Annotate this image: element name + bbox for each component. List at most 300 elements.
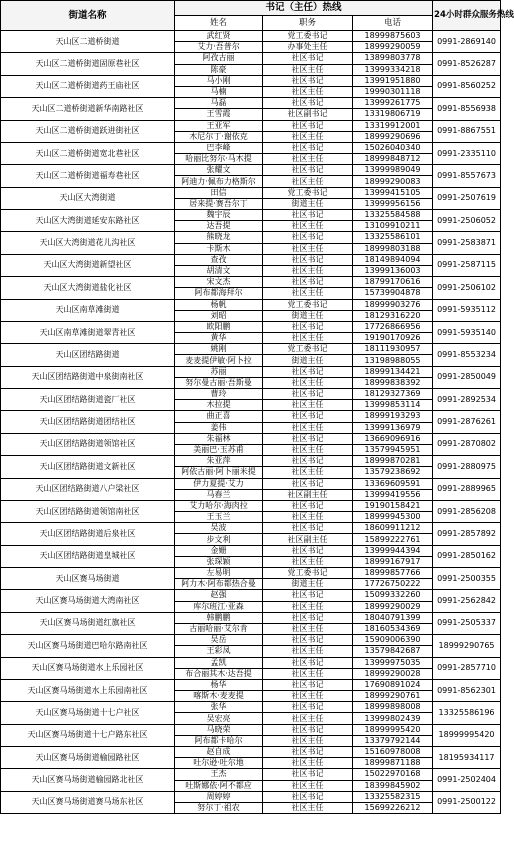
role-cell: 社区主任 <box>263 265 353 276</box>
phone-cell: 13579945951 <box>353 444 433 455</box>
table-row <box>1 478 501 489</box>
street-name-cell: 天山区赛马场街道水上乐园南社区 <box>1 679 175 701</box>
name-cell: 张华 <box>175 702 263 713</box>
table-row <box>1 612 501 623</box>
role-cell: 社区书记 <box>263 456 353 467</box>
role-cell: 社区书记 <box>263 769 353 780</box>
role-cell: 社区书记 <box>263 635 353 646</box>
role-cell: 社区书记 <box>263 702 353 713</box>
service-hotline-cell: 0991-8553234 <box>433 344 501 366</box>
name-cell: 库尔班江·亚森 <box>175 601 263 612</box>
role-cell: 党工委书记 <box>263 187 353 198</box>
service-hotline-cell: 0991-2505337 <box>433 612 501 634</box>
name-cell: 刘昭 <box>175 310 263 321</box>
phone-cell: 18160534369 <box>353 623 433 634</box>
name-cell: 阿布都卡哈尔 <box>175 735 263 746</box>
phone-cell: 13999989049 <box>353 165 433 176</box>
phone-cell: 18040791399 <box>353 612 433 623</box>
street-name-cell: 天山区团结路街道后泉社区 <box>1 523 175 545</box>
service-hotline-cell: 0991-8867551 <box>433 120 501 142</box>
role-cell: 社区书记 <box>263 590 353 601</box>
phone-cell: 18999803188 <box>353 243 433 254</box>
phone-cell: 15099332260 <box>353 590 433 601</box>
table-row <box>1 702 501 713</box>
phone-cell: 18999848712 <box>353 154 433 165</box>
phone-cell: 18999290083 <box>353 176 433 187</box>
phone-cell: 13109910211 <box>353 221 433 232</box>
role-cell: 党工委书记 <box>263 344 353 355</box>
role-cell: 社区书记 <box>263 120 353 131</box>
phone-cell: 13325582315 <box>353 791 433 802</box>
name-cell: 王亚军 <box>175 120 263 131</box>
service-hotline-cell: 13325586196 <box>433 702 501 724</box>
table-row <box>1 590 501 601</box>
name-cell: 姚刚 <box>175 344 263 355</box>
role-cell: 社区书记 <box>263 366 353 377</box>
role-cell: 社区主任 <box>263 243 353 254</box>
table-row <box>1 635 501 646</box>
table-row <box>1 120 501 131</box>
name-cell: 达吾提 <box>175 221 263 232</box>
role-cell: 社区主任 <box>263 221 353 232</box>
role-cell: 社区书记 <box>263 433 353 444</box>
street-name-cell: 天山区大湾街道延安东路社区 <box>1 210 175 232</box>
service-hotline-cell: 0991-2507619 <box>433 187 501 209</box>
table-row <box>1 210 501 221</box>
phone-cell: 18799170616 <box>353 277 433 288</box>
phone-cell: 13991951880 <box>353 75 433 86</box>
phone-cell: 19990301118 <box>353 86 433 97</box>
phone-cell: 13579238692 <box>353 467 433 478</box>
name-cell: 马磊 <box>175 98 263 109</box>
service-hotline-cell: 0991-2857892 <box>433 523 501 545</box>
phone-cell: 19190158421 <box>353 500 433 511</box>
street-name-cell: 天山区南草滩街道翠青社区 <box>1 321 175 343</box>
role-cell: 社区书记 <box>263 724 353 735</box>
phone-cell: 13198988055 <box>353 355 433 366</box>
street-name-cell: 天山区赛马场街道赛马场东社区 <box>1 791 175 813</box>
street-name-cell: 天山区团结路街道八户梁社区 <box>1 478 175 500</box>
name-cell: 胡清文 <box>175 265 263 276</box>
service-hotline-cell: 0991-5935112 <box>433 299 501 321</box>
table-row <box>1 433 501 444</box>
street-name-cell: 天山区团结路街道团结社区 <box>1 411 175 433</box>
street-name-cell: 天山区二道桥街道宽北巷社区 <box>1 142 175 164</box>
phone-cell: 17726866956 <box>353 321 433 332</box>
phone-cell: 13999136979 <box>353 422 433 433</box>
phone-cell: 13999136003 <box>353 265 433 276</box>
name-cell: 杨华 <box>175 679 263 690</box>
role-cell: 党工委书记 <box>263 31 353 42</box>
phone-cell: 18999898008 <box>353 702 433 713</box>
role-cell: 街道主任 <box>263 355 353 366</box>
role-cell: 社区书记 <box>263 747 353 758</box>
name-cell: 阿依古丽·阿卜丽米提 <box>175 467 263 478</box>
role-cell: 社区书记 <box>263 210 353 221</box>
street-name-cell: 天山区二道桥街道跃进街社区 <box>1 120 175 142</box>
phone-cell: 13325586101 <box>353 232 433 243</box>
name-cell: 杨帆 <box>175 299 263 310</box>
name-cell: 姜伟 <box>175 422 263 433</box>
phone-cell: 18129327369 <box>353 389 433 400</box>
name-cell: 曹玲 <box>175 389 263 400</box>
name-cell: 韩鹏鹏 <box>175 612 263 623</box>
service-hotline-cell: 0991-2335110 <box>433 142 501 164</box>
table-row <box>1 187 501 198</box>
phone-cell: 18999838392 <box>353 377 433 388</box>
service-hotline-cell: 0991-5935140 <box>433 321 501 343</box>
street-name-cell: 天山区二道桥街道 <box>1 31 175 53</box>
phone-cell: 13999419556 <box>353 489 433 500</box>
phone-cell: 13999944394 <box>353 545 433 556</box>
phone-cell: 18149894094 <box>353 254 433 265</box>
service-hotline-cell: 0991-2506102 <box>433 277 501 299</box>
role-cell: 社区主任 <box>263 623 353 634</box>
phone-cell: 18999871188 <box>353 758 433 769</box>
name-cell: 黄华 <box>175 333 263 344</box>
name-cell: 吐斯娜依·阿不都应 <box>175 780 263 791</box>
role-cell: 社区书记 <box>263 98 353 109</box>
role-cell: 社区主任 <box>263 758 353 769</box>
role-cell: 社区主任 <box>263 512 353 523</box>
name-cell: 张琛颖 <box>175 556 263 567</box>
table-row <box>1 344 501 355</box>
table-row <box>1 142 501 153</box>
role-cell: 社区副书记 <box>263 109 353 120</box>
street-name-cell: 天山区团结路街道瓷厂社区 <box>1 389 175 411</box>
name-cell: 吴宏亮 <box>175 713 263 724</box>
name-cell: 赵自成 <box>175 747 263 758</box>
phone-cell: 13999261775 <box>353 98 433 109</box>
street-name-cell: 天山区赛马场街道榆园路社区 <box>1 747 175 769</box>
role-cell: 社区书记 <box>263 389 353 400</box>
service-hotline-cell: 0991-8526287 <box>433 53 501 75</box>
role-cell: 社区主任 <box>263 556 353 567</box>
phone-cell: 18999193293 <box>353 411 433 422</box>
service-hotline-cell: 0991-2502404 <box>433 769 501 791</box>
phone-cell: 15699226212 <box>353 802 433 813</box>
role-cell: 社区主任 <box>263 288 353 299</box>
role-cell: 社区书记 <box>263 478 353 489</box>
phone-cell: 18999290028 <box>353 668 433 679</box>
street-name-cell: 天山区二道桥街道新华南路社区 <box>1 98 175 120</box>
phone-cell: 13999802439 <box>353 713 433 724</box>
phone-cell: 18609911212 <box>353 523 433 534</box>
phone-cell: 13999956156 <box>353 198 433 209</box>
role-cell: 社区书记 <box>263 165 353 176</box>
role-cell: 社区主任 <box>263 154 353 165</box>
phone-cell: 13999853114 <box>353 400 433 411</box>
name-cell: 步文利 <box>175 534 263 545</box>
name-cell: 曲正喜 <box>175 411 263 422</box>
role-cell: 办事处主任 <box>263 42 353 53</box>
phone-cell: 18999290059 <box>353 42 433 53</box>
role-cell: 社区主任 <box>263 713 353 724</box>
service-hotline-cell: 0991-2869140 <box>433 31 501 53</box>
service-hotline-cell: 0991-2500122 <box>433 791 501 813</box>
role-cell: 党工委书记 <box>263 299 353 310</box>
table-row <box>1 53 501 64</box>
service-hotline-cell: 0991-2850162 <box>433 545 501 567</box>
role-cell: 社区书记 <box>263 75 353 86</box>
service-hotline-cell: 0991-2500355 <box>433 568 501 590</box>
phone-cell: 15026040340 <box>353 142 433 153</box>
phone-cell: 18999290029 <box>353 601 433 612</box>
role-cell: 社区主任 <box>263 646 353 657</box>
phone-cell: 13369609591 <box>353 478 433 489</box>
service-hotline-header: 24小时群众服务热线 <box>433 1 501 31</box>
name-cell: 努尔丁·祖农 <box>175 802 263 813</box>
role-cell: 社区书记 <box>263 500 353 511</box>
service-hotline-cell: 0991-8562301 <box>433 679 501 701</box>
phone-cell: 13319912001 <box>353 120 433 131</box>
secretary-hotline-header: 书记（主任）热线 <box>175 1 433 16</box>
role-cell: 社区主任 <box>263 422 353 433</box>
service-hotline-cell: 0991-2889965 <box>433 478 501 500</box>
name-cell: 马晓荣 <box>175 724 263 735</box>
street-name-cell: 天山区赛马场街道红旗社区 <box>1 612 175 634</box>
name-cell: 陈豪 <box>175 64 263 75</box>
name-cell: 朱亚萍 <box>175 456 263 467</box>
street-name-cell: 天山区二道桥街道福寿巷社区 <box>1 165 175 187</box>
name-cell: 布合丽其木·达吾提 <box>175 668 263 679</box>
phone-cell: 18399845902 <box>353 780 433 791</box>
phone-header: 电话 <box>353 16 433 31</box>
role-cell: 社区书记 <box>263 411 353 422</box>
service-hotline-cell: 18195934117 <box>433 747 501 769</box>
role-cell: 社区副主任 <box>263 534 353 545</box>
phone-cell: 15160978008 <box>353 747 433 758</box>
phone-cell: 18999134421 <box>353 366 433 377</box>
street-name-cell: 天山区赛马场街道榆园路北社区 <box>1 769 175 791</box>
phone-cell: 18999290696 <box>353 131 433 142</box>
name-cell: 赵强 <box>175 590 263 601</box>
role-cell: 社区书记 <box>263 53 353 64</box>
table-row <box>1 724 501 735</box>
street-name-cell: 天山区团结路街道皇城社区 <box>1 545 175 567</box>
phone-cell: 18999903276 <box>353 299 433 310</box>
phone-cell: 19190170926 <box>353 333 433 344</box>
role-cell: 社区书记 <box>263 657 353 668</box>
street-name-cell: 天山区大湾街道 <box>1 187 175 209</box>
name-cell: 艾力哈尔·海肉拉 <box>175 500 263 511</box>
name-cell: 周婷婷 <box>175 791 263 802</box>
service-hotline-cell: 0991-2880975 <box>433 456 501 478</box>
name-cell: 居来提·赛吾尔丁 <box>175 198 263 209</box>
phone-cell: 13899803778 <box>353 53 433 64</box>
street-name-cell: 天山区二道桥街道固原巷社区 <box>1 53 175 75</box>
street-name-cell: 天山区南草滩街道 <box>1 299 175 321</box>
name-cell: 朱福林 <box>175 433 263 444</box>
phone-cell: 15909006390 <box>353 635 433 646</box>
table-row <box>1 545 501 556</box>
phone-cell: 17726750222 <box>353 579 433 590</box>
street-name-cell: 天山区赛马场街道十七户社区 <box>1 702 175 724</box>
service-hotline-cell: 0991-2506052 <box>433 210 501 232</box>
name-cell: 查孜 <box>175 254 263 265</box>
name-cell: 张耀文 <box>175 165 263 176</box>
service-hotline-cell: 0991-2870802 <box>433 433 501 455</box>
role-cell: 社区主任 <box>263 86 353 97</box>
name-cell: 武红贤 <box>175 31 263 42</box>
role-cell: 街道主任 <box>263 579 353 590</box>
street-name-cell: 天山区赛马场街道 <box>1 568 175 590</box>
role-cell: 社区书记 <box>263 232 353 243</box>
name-cell: 左易明 <box>175 568 263 579</box>
name-cell: 哈丽比努尔·马木提 <box>175 154 263 165</box>
name-cell: 阿布都海拜尔 <box>175 288 263 299</box>
table-row <box>1 523 501 534</box>
name-cell: 木尼尔丁·谢依克 <box>175 131 263 142</box>
role-cell: 社区主任 <box>263 377 353 388</box>
name-cell: 麦麦提伊敏·阿卜拉 <box>175 355 263 366</box>
phone-cell: 13325584588 <box>353 210 433 221</box>
role-cell: 社区主任 <box>263 735 353 746</box>
name-cell: 艾力·吾普尔 <box>175 42 263 53</box>
street-name-cell: 天山区二道桥街道药王庙社区 <box>1 75 175 97</box>
service-hotline-cell: 0991-2856208 <box>433 500 501 522</box>
phone-cell: 18999290761 <box>353 691 433 702</box>
phone-cell: 15899222761 <box>353 534 433 545</box>
role-cell: 社区书记 <box>263 791 353 802</box>
table-row <box>1 679 501 690</box>
name-cell: 吐尔逊·吐尔地 <box>175 758 263 769</box>
role-cell: 社区主任 <box>263 131 353 142</box>
phone-cell: 18999875603 <box>353 31 433 42</box>
table-row <box>1 232 501 243</box>
name-cell: 喀斯木·麦麦提 <box>175 691 263 702</box>
phone-cell: 15739904878 <box>353 288 433 299</box>
phone-cell: 13319806719 <box>353 109 433 120</box>
street-name-cell: 天山区大湾街道花儿沟社区 <box>1 232 175 254</box>
phone-cell: 13579842687 <box>353 646 433 657</box>
phone-cell: 18129316220 <box>353 310 433 321</box>
service-hotline-cell: 18999995420 <box>433 724 501 746</box>
street-name-cell: 天山区赛马场街道巴哈尔路南社区 <box>1 635 175 657</box>
phone-cell: 18999167917 <box>353 556 433 567</box>
phone-cell: 18999857766 <box>353 568 433 579</box>
phone-cell: 18999945300 <box>353 512 433 523</box>
table-row <box>1 791 501 802</box>
name-cell: 伊力夏提·艾力 <box>175 478 263 489</box>
role-header: 职务 <box>263 16 353 31</box>
role-cell: 社区书记 <box>263 277 353 288</box>
phone-cell: 13999415105 <box>353 187 433 198</box>
table-row <box>1 456 501 467</box>
role-cell: 社区主任 <box>263 802 353 813</box>
name-header: 姓名 <box>175 16 263 31</box>
name-cell: 阿迪力·佩布力格斯尔 <box>175 176 263 187</box>
role-cell: 社区主任 <box>263 333 353 344</box>
service-hotline-cell: 0991-2587115 <box>433 254 501 276</box>
name-cell: 孟凯 <box>175 657 263 668</box>
street-name-cell: 天山区赛马场街道大湾南社区 <box>1 590 175 612</box>
name-cell: 马楠 <box>175 86 263 97</box>
name-cell: 努尔曼古丽·吾斯曼 <box>175 377 263 388</box>
street-name-cell: 天山区团结路街道领馆社区 <box>1 433 175 455</box>
service-hotline-cell: 0991-2892534 <box>433 389 501 411</box>
name-cell: 宋文杰 <box>175 277 263 288</box>
table-row <box>1 657 501 668</box>
name-cell: 欧阳鹏 <box>175 321 263 332</box>
name-cell: 阿力木·阿布都热合曼 <box>175 579 263 590</box>
name-cell: 美丽巴·玉苏甫 <box>175 444 263 455</box>
table-row <box>1 769 501 780</box>
name-cell: 马春兰 <box>175 489 263 500</box>
role-cell: 社区书记 <box>263 545 353 556</box>
table-row <box>1 254 501 265</box>
name-cell: 卡斯木 <box>175 243 263 254</box>
role-cell: 社区主任 <box>263 444 353 455</box>
name-cell: 阿孜古丽 <box>175 53 263 64</box>
name-cell: 巴李峰 <box>175 142 263 153</box>
role-cell: 社区主任 <box>263 176 353 187</box>
name-cell: 王彩凤 <box>175 646 263 657</box>
service-hotline-cell: 0991-2562842 <box>433 590 501 612</box>
street-name-cell: 天山区赛马场街道水上乐园社区 <box>1 657 175 679</box>
role-cell: 社区主任 <box>263 780 353 791</box>
role-cell: 社区主任 <box>263 668 353 679</box>
role-cell: 社区主任 <box>263 691 353 702</box>
role-cell: 社区主任 <box>263 400 353 411</box>
service-hotline-cell: 0991-8556938 <box>433 98 501 120</box>
name-cell: 苏丽 <box>175 366 263 377</box>
name-cell: 金姗 <box>175 545 263 556</box>
role-cell: 街道主任 <box>263 198 353 209</box>
role-cell: 社区书记 <box>263 142 353 153</box>
phone-cell: 13999975035 <box>353 657 433 668</box>
phone-cell: 17690891024 <box>353 679 433 690</box>
table-row <box>1 747 501 758</box>
service-hotline-cell: 0991-2857710 <box>433 657 501 679</box>
street-name-cell: 天山区团结路街道领馆南社区 <box>1 500 175 522</box>
role-cell: 街道主任 <box>263 310 353 321</box>
phone-cell: 18999870281 <box>353 456 433 467</box>
table-row <box>1 31 501 42</box>
street-name-cell: 天山区团结路街道中泉街南社区 <box>1 366 175 388</box>
service-hotline-cell: 18999290765 <box>433 635 501 657</box>
role-cell: 社区书记 <box>263 321 353 332</box>
role-cell: 社区主任 <box>263 467 353 478</box>
table-row <box>1 75 501 86</box>
phone-cell: 18999995420 <box>353 724 433 735</box>
name-cell: 熊晓龙 <box>175 232 263 243</box>
phone-cell: 15022970168 <box>353 769 433 780</box>
role-cell: 社区主任 <box>263 64 353 75</box>
name-cell: 魏宇辰 <box>175 210 263 221</box>
name-cell: 田信 <box>175 187 263 198</box>
street-name-header: 街道名称 <box>1 1 175 31</box>
table-row <box>1 568 501 579</box>
name-cell: 王杰 <box>175 769 263 780</box>
table-row <box>1 98 501 109</box>
street-name-cell: 天山区赛马场街道十七户路东社区 <box>1 724 175 746</box>
service-hotline-cell: 0991-8560252 <box>433 75 501 97</box>
name-cell: 马小刚 <box>175 75 263 86</box>
name-cell: 古丽哈丽·艾尔肯 <box>175 623 263 634</box>
phone-cell: 13669096916 <box>353 433 433 444</box>
service-hotline-cell: 0991-8557673 <box>433 165 501 187</box>
name-cell: 吴岳 <box>175 635 263 646</box>
role-cell: 社区主任 <box>263 601 353 612</box>
table-row <box>1 366 501 377</box>
service-hotline-cell: 0991-2583871 <box>433 232 501 254</box>
role-cell: 党工委书记 <box>263 568 353 579</box>
service-hotline-cell: 0991-2876261 <box>433 411 501 433</box>
name-cell: 木拉提 <box>175 400 263 411</box>
table-row <box>1 500 501 511</box>
table-row <box>1 299 501 310</box>
